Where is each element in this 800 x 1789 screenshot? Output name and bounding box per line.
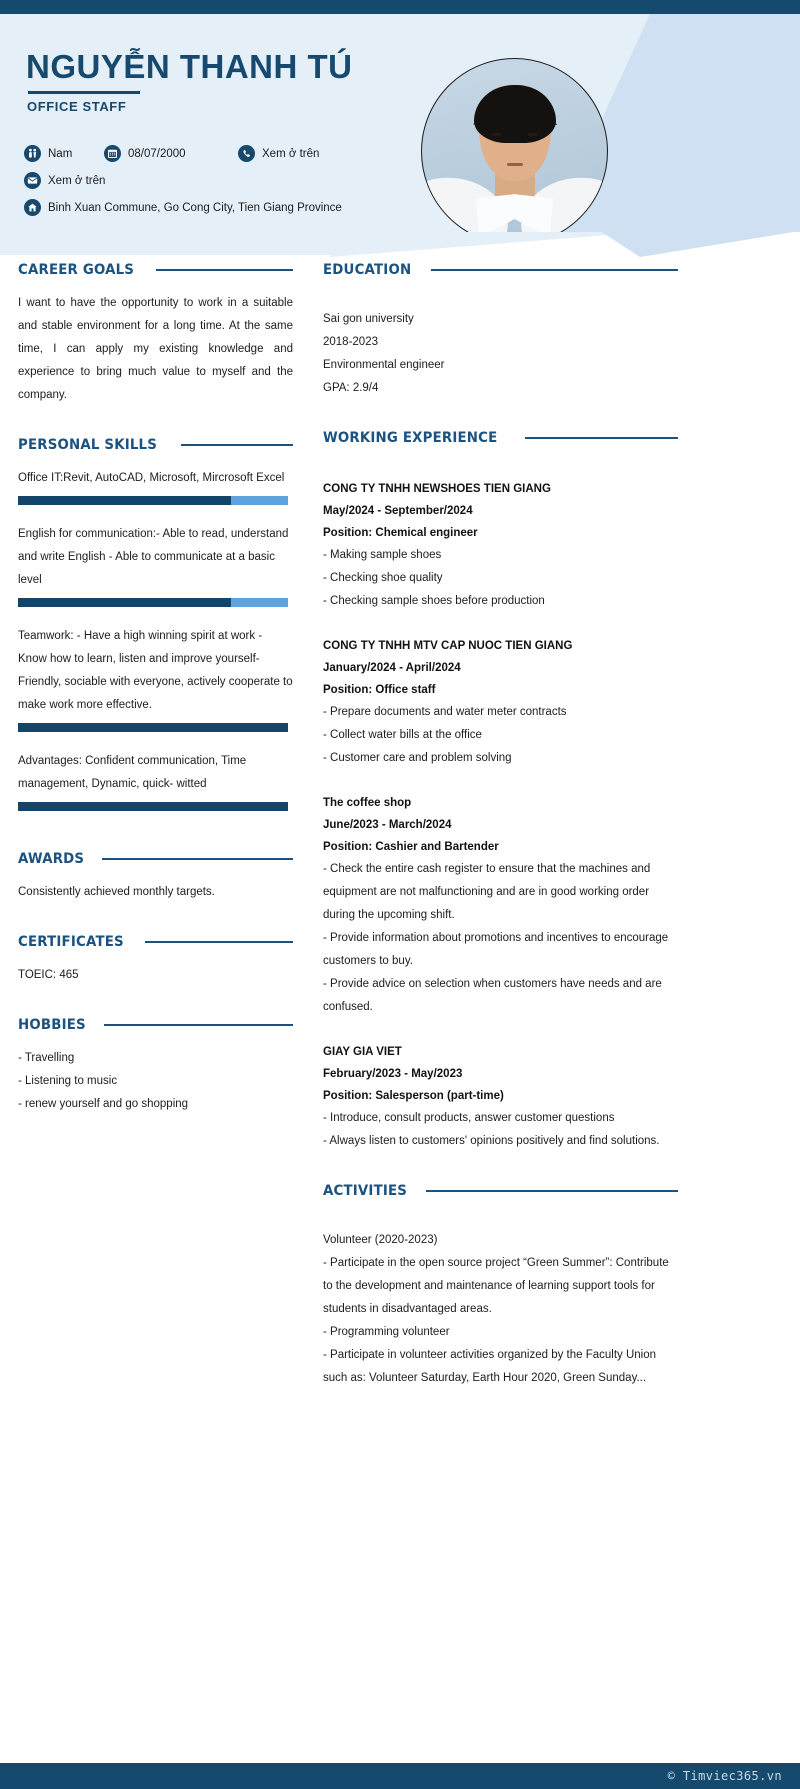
job-dates: June/2023 - March/2024 — [323, 819, 452, 831]
section-title-activities: ACTIVITIES — [323, 1183, 408, 1199]
career-goals-text: I want to have the opportunity to work in a suitable and stable environment for a long time. At the same time, I can apply my existing knowledge and experience to bring much value to myself and the company. — [18, 297, 293, 401]
job-dates: February/2023 - May/2023 — [323, 1068, 463, 1080]
avatar-collar-left — [476, 194, 516, 232]
skill-bar-fill — [18, 723, 288, 732]
skill-label: Advantages: Confident communication, Time management, Dynamic, quick- witted — [18, 755, 247, 790]
top-accent-bar — [0, 0, 800, 14]
section-title-working-experience: WORKING EXPERIENCE — [323, 430, 498, 446]
section-header-career-goals — [18, 262, 293, 278]
section-header-personal-skills — [18, 437, 293, 453]
section-title-education: EDUCATION — [323, 262, 412, 278]
section-header-working-experience — [323, 430, 678, 446]
section-rule — [102, 858, 293, 860]
skill-bar-track — [18, 802, 288, 811]
skill-bar-fill — [18, 598, 231, 607]
diagonal-block-right — [600, 232, 800, 257]
spacer — [18, 904, 293, 934]
spacer — [323, 292, 678, 308]
section-rule — [426, 1190, 678, 1192]
job-bullet: - Prepare documents and water meter contracts — [323, 706, 567, 718]
section-header-certificates — [18, 934, 293, 950]
activity-line: - Participate in the open source project “Green Summer”: Contribute to the development and maintenance of learning support tools for students in disadvantaged areas. — [323, 1257, 669, 1315]
job-entry — [323, 478, 678, 613]
job-bullet: - Always listen to customers' opinions positively and find solutions. — [323, 1135, 660, 1147]
hobby-item: - renew yourself and go shopping — [18, 1098, 189, 1110]
section-title-career-goals: CAREER GOALS — [18, 262, 135, 278]
skill-label: Office IT:Revit, AutoCAD, Microsoft, Mircrosoft Excel — [18, 472, 285, 484]
spacer — [323, 400, 678, 430]
skill-bar-track — [18, 598, 288, 607]
contact-email-value: Xem ở trên — [48, 174, 106, 187]
left-column — [18, 262, 293, 1116]
education-line: GPA: 2.9/4 — [323, 382, 379, 394]
contact-phone — [238, 145, 378, 162]
section-title-certificates: CERTIFICATES — [18, 934, 124, 950]
skill-item — [18, 467, 293, 505]
contact-row-1 — [24, 140, 444, 167]
name-underline — [28, 91, 140, 94]
job-position: Position: Office staff — [323, 684, 436, 696]
hobby-item: - Listening to music — [18, 1075, 118, 1087]
right-column — [323, 262, 678, 1390]
job-company: CONG TY TNHH MTV CAP NUOC TIEN GIANG — [323, 640, 573, 652]
skill-bar-fill — [18, 802, 288, 811]
section-rule — [145, 941, 293, 943]
certificates-text: TOEIC: 465 — [18, 969, 79, 981]
contact-row-2 — [24, 167, 444, 194]
skill-item — [18, 750, 293, 811]
job-bullet: - Provide advice on selection when customers have needs and are confused. — [323, 978, 662, 1013]
contact-email — [24, 172, 105, 189]
skill-bar-track — [18, 496, 288, 505]
section-rule — [525, 437, 678, 439]
section-title-hobbies: HOBBIES — [18, 1017, 86, 1033]
job-bullet: - Checking sample shoes before production — [323, 595, 545, 607]
job-position: Position: Cashier and Bartender — [323, 841, 499, 853]
contact-info — [24, 140, 444, 221]
cv-header — [0, 14, 800, 232]
job-entry — [323, 1041, 678, 1153]
diagonal-block-left — [0, 232, 355, 255]
skill-item — [18, 523, 293, 607]
envelope-icon — [24, 172, 41, 189]
job-bullet: - Checking shoe quality — [323, 572, 443, 584]
activity-line: - Participate in volunteer activities organized by the Faculty Union such as: Volunteer Saturday, Earth Hour 2020, Green Sunday... — [323, 1349, 657, 1384]
section-rule — [156, 269, 293, 271]
candidate-name: NGUYỄN THANH TÚ — [26, 48, 353, 85]
footer-copyright: © Timviec365.vn — [667, 1769, 782, 1783]
contact-gender — [24, 145, 104, 162]
spacer — [18, 407, 293, 437]
job-bullet: - Check the entire cash register to ensure that the machines and equipment are not malfunctioning and are in good working order during the upcoming shift. — [323, 863, 651, 921]
job-bullet: - Provide information about promotions and incentives to encourage customers to buy. — [323, 932, 669, 967]
section-rule — [181, 444, 293, 446]
job-entry — [323, 635, 678, 770]
awards-text: Consistently achieved monthly targets. — [18, 886, 215, 898]
calendar-icon — [104, 145, 121, 162]
home-icon — [24, 199, 41, 216]
skill-item — [18, 625, 293, 732]
job-bullet: - Introduce, consult products, answer customer questions — [323, 1112, 615, 1124]
job-bullet: - Making sample shoes — [323, 549, 442, 561]
contact-address-value: Binh Xuan Commune, Go Cong City, Tien Giang Province — [48, 201, 342, 214]
activity-line: Volunteer (2020-2023) — [323, 1234, 438, 1246]
cv-footer — [0, 1763, 800, 1789]
education-line: 2018-2023 — [323, 336, 378, 348]
spacer — [18, 987, 293, 1017]
phone-icon — [238, 145, 255, 162]
spacer — [323, 1175, 678, 1183]
skill-label: English for communication:- Able to read, understand and write English - Able to communicate at a basic level — [18, 528, 289, 586]
avatar — [421, 58, 608, 232]
section-header-awards — [18, 851, 293, 867]
education-line: Sai gon university — [323, 313, 414, 325]
job-bullet: - Customer care and problem solving — [323, 752, 512, 764]
section-header-hobbies — [18, 1017, 293, 1033]
contact-phone-value: Xem ở trên — [262, 147, 320, 160]
job-dates: January/2024 - April/2024 — [323, 662, 461, 674]
contact-dob-value: 08/07/2000 — [128, 147, 186, 160]
avatar-mouth — [507, 163, 523, 166]
activity-line: - Programming volunteer — [323, 1326, 450, 1338]
avatar-collar-right — [513, 194, 553, 232]
job-entry — [323, 792, 678, 1019]
job-company: CONG TY TNHH NEWSHOES TIEN GIANG — [323, 483, 551, 495]
avatar-eye-left — [492, 133, 501, 136]
job-company: GIAY GIA VIET — [323, 1046, 402, 1058]
section-header-activities — [323, 1183, 678, 1199]
job-dates: May/2024 - September/2024 — [323, 505, 473, 517]
section-rule — [104, 1024, 293, 1026]
skill-bar-fill — [18, 496, 231, 505]
contact-row-3 — [24, 194, 444, 221]
job-bullet: - Collect water bills at the office — [323, 729, 482, 741]
section-title-awards: AWARDS — [18, 851, 85, 867]
education-line: Environmental engineer — [323, 359, 445, 371]
contact-address — [24, 199, 342, 216]
section-rule — [431, 269, 678, 271]
spacer — [18, 829, 293, 851]
job-company: The coffee shop — [323, 797, 412, 809]
skill-bar-track — [18, 723, 288, 732]
gender-icon — [24, 145, 41, 162]
contact-gender-value: Nam — [48, 147, 73, 160]
spacer — [323, 460, 678, 478]
candidate-job-title: OFFICE STAFF — [27, 99, 127, 114]
contact-dob — [104, 145, 238, 162]
skill-label: Teamwork: - Have a high winning spirit at work - Know how to learn, listen and improve yourself- Friendly, sociable with everyone, actively cooperate to make work more effective. — [18, 630, 293, 711]
section-title-personal-skills: PERSONAL SKILLS — [18, 437, 158, 453]
hobby-item: - Travelling — [18, 1052, 75, 1064]
avatar-eye-right — [528, 133, 537, 136]
job-position: Position: Chemical engineer — [323, 527, 478, 539]
job-position: Position: Salesperson (part-time) — [323, 1090, 504, 1102]
spacer — [323, 1213, 678, 1229]
section-header-education — [323, 262, 678, 278]
